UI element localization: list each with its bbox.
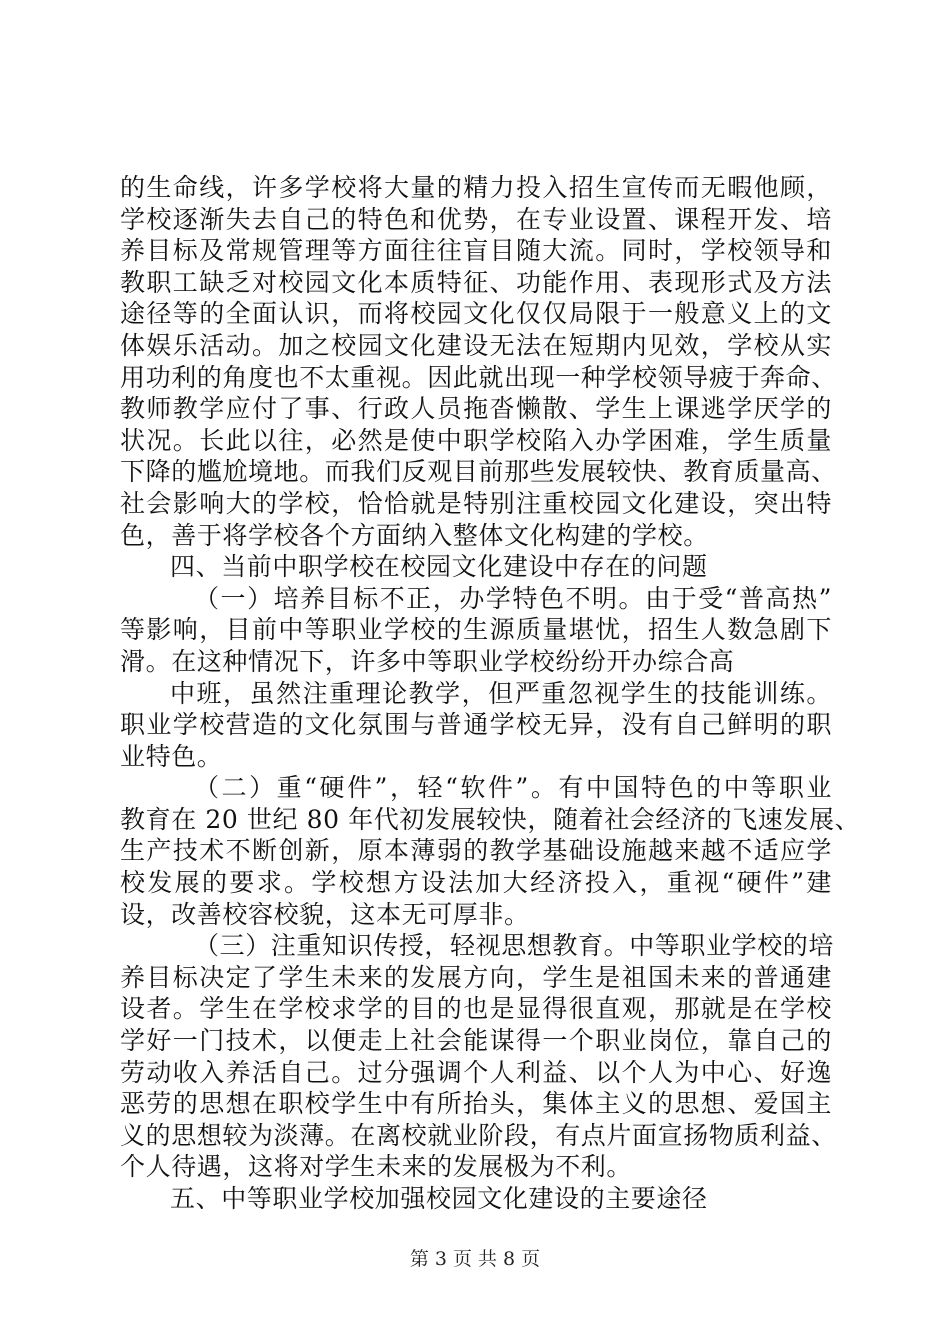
text-line: 设，改善校容校貌，这本无可厚非。 [120,899,530,929]
text-line: 设者。学生在学校求学的目的也是显得很直观，那就是在学校 [120,994,832,1024]
text-line: 五、中等职业学校加强校园文化建设的主要途径 [170,1184,708,1213]
text-line: 体娱乐活动。加之校园文化建设无法在短期内见效，学校从实 [120,330,832,360]
text-line: 个人待遇，这将对学生未来的发展极为不利。 [120,1152,633,1182]
text-line: 途径等的全面认识，而将校园文化仅仅局限于一般意义上的文 [120,299,832,329]
text-line: 业特色。 [120,741,223,771]
text-line: （一）培养目标不正，办学特色不明。由于受“普高热” [194,583,832,613]
text-line: 的生命线，许多学校将大量的精力投入招生宣传而无暇他顾， [120,173,832,202]
text-line: 教职工缺乏对校园文化本质特征、功能作用、表现形式及方法 [120,267,832,297]
text-line: 教育在 20 世纪 80 年代初发展较快，随着社会经济的飞速发展、 [120,804,861,834]
text-line: （二）重“硬件”，轻“软件”。有中国特色的中等职业 [194,773,832,803]
text-line: 学好一门技术，以便走上社会能谋得一个职业岗位，靠自己的 [120,1026,832,1056]
text-line: 养目标及常规管理等方面往往盲目随大流。同时，学校领导和 [120,236,832,266]
text-line: 恶劳的思想在职校学生中有所抬头，集体主义的思想、爱国主 [120,1089,832,1119]
body-text [120,172,861,1215]
text-line: 学校逐渐失去自己的特色和优势，在专业设置、课程开发、培 [120,204,832,234]
text-line: 色，善于将学校各个方面纳入整体文化构建的学校。 [120,520,709,550]
text-line: 等影响，目前中等职业学校的生源质量堪忧，招生人数急剧下 [120,615,832,645]
text-line: 四、当前中职学校在校园文化建设中存在的问题 [170,552,708,582]
text-line: 职业学校营造的文化氛围与普通学校无异，没有自己鲜明的职 [120,710,832,740]
text-line: 义的思想较为淡薄。在离校就业阶段，有点片面宣扬物质利益、 [120,1120,837,1150]
text-line: 养目标决定了学生未来的发展方向，学生是祖国未来的普通建 [120,962,832,992]
text-line: 下降的尴尬境地。而我们反观目前那些发展较快、教育质量高、 [120,457,837,487]
text-line: 教师教学应付了事、行政人员拖沓懒散、学生上课逃学厌学的 [120,394,832,424]
text-line: （三）注重知识传授，轻视思想教育。中等职业学校的培 [194,931,835,961]
text-line: 生产技术不断创新，原本薄弱的教学基础设施越来越不适应学 [120,836,832,866]
page-footer: 第 3 页 共 8 页 [409,1248,541,1270]
text-line: 中班，虽然注重理论教学，但严重忽视学生的技能训练。 [170,678,832,708]
text-line: 社会影响大的学校，恰恰就是特别注重校园文化建设，突出特 [120,488,832,518]
text-line: 滑。在这种情况下，许多中等职业学校纷纷开办综合高 [120,646,735,676]
text-line: 劳动收入养活自己。过分强调个人利益、以个人为中心、好逸 [120,1057,832,1087]
text-line: 校发展的要求。学校想方设法加大经济投入，重视“硬件”建 [120,868,832,898]
text-line: 状况。长此以往，必然是使中职学校陷入办学困难，学生质量 [120,425,832,455]
text-line: 用功利的角度也不太重视。因此就出现一种学校领导疲于奔命、 [120,362,837,392]
